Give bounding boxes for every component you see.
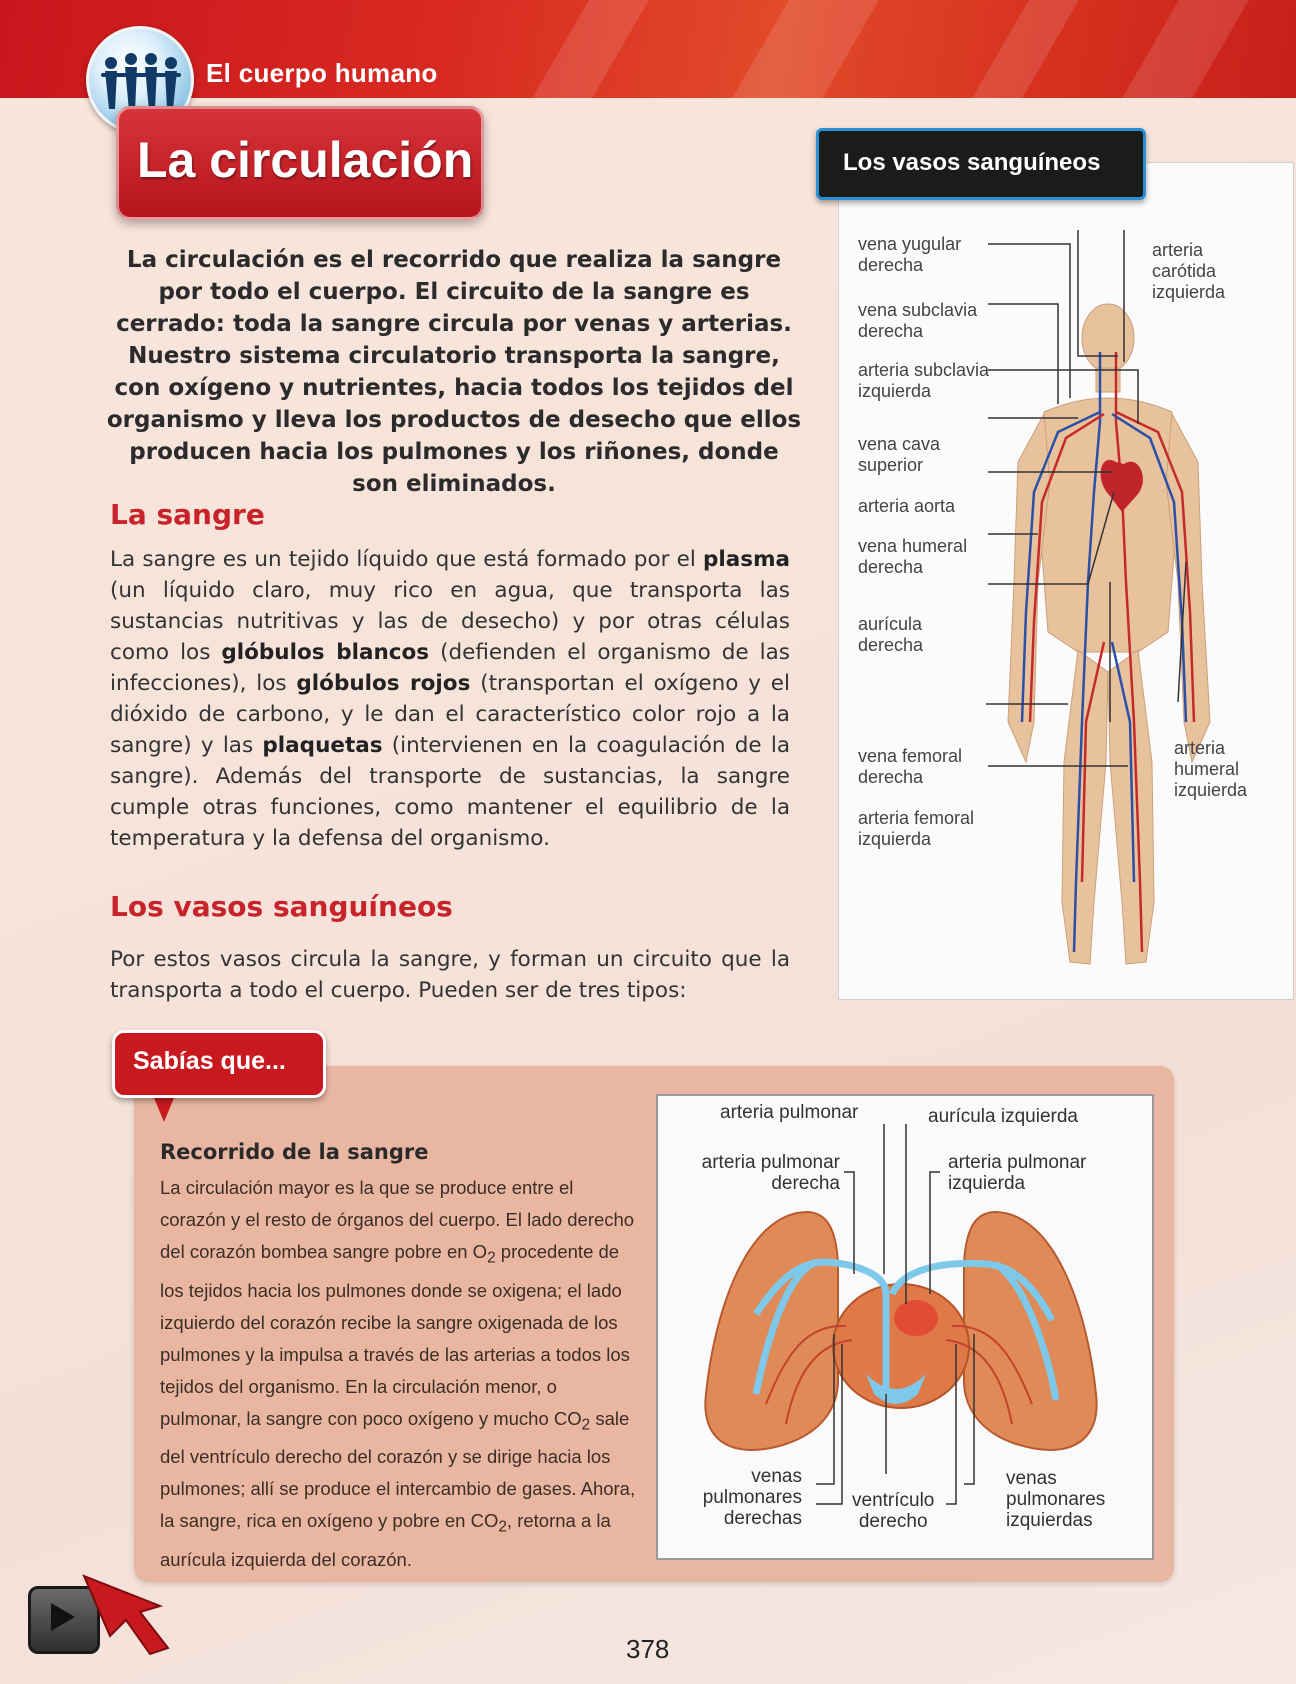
recorrido-text-part: sale del ventrículo derecho del corazón y se dirige hacia los pulmones; allí se produce el intercambio de gases. Ahora, la sangre, rica en oxígeno y pobre en CO	[160, 1407, 636, 1532]
vasos-paragraph: Por estos vasos circula la sangre, y forman un circuito que la transporta a todo el cuerpo. Pueden ser de tres tipos:	[110, 947, 790, 1003]
body-diagram-title: Los vasos sanguíneos	[843, 149, 1101, 176]
label-line: vena humeral	[858, 536, 968, 556]
label-line: izquierda	[858, 829, 932, 849]
page-title: La circulación	[137, 132, 474, 188]
page-title-box	[116, 106, 484, 220]
label-line: derecha	[858, 557, 924, 577]
label-line: derecho	[858, 1511, 928, 1532]
label-line: derecha	[771, 1173, 840, 1194]
subscript: 2	[581, 1416, 591, 1434]
label-vena-femoral-derecha	[858, 746, 962, 788]
label-line: arteria	[1174, 738, 1226, 758]
sangre-text: (transportan el oxígeno y el dióxido de carbono, y le dan el característico color rojo a la sangre) y las	[110, 671, 790, 758]
label-line: aurícula	[858, 614, 923, 634]
section-name: El cuerpo humano	[206, 58, 438, 88]
sangre-paragraph	[110, 544, 790, 854]
recorrido-text	[160, 1172, 636, 1576]
label-line: derecha	[858, 767, 924, 787]
label-vena-cava-superior	[858, 434, 940, 476]
label-line: arteria	[1152, 240, 1204, 260]
intro-paragraph: La circulación es el recorrido que realiza la sangre por todo el cuerpo. El circuito de la sangre es cerrado: toda la sangre circula por venas y arterias. Nuestro sistema circulatorio transporta la sangre, con oxígeno y nutrientes, hacia todos los tejidos del organismo y lleva los productos de desecho que ellos producen hacia los pulmones y los riñones, donde son eliminados.	[106, 247, 802, 497]
label-line: arteria pulmonar	[701, 1152, 840, 1173]
sabias-que-label: Sabías que...	[133, 1047, 286, 1075]
sangre-text: (intervienen en la coagulación de la sangre). Además del transporte de sustancias, la sangre cumple otras funciones, como mantener el equilibrio de la temperatura y la defensa del organismo.	[110, 733, 790, 851]
label-line: derechas	[723, 1508, 802, 1529]
recorrido-text-part: procedente de los tejidos hacia los pulmones donde se oxigena; el lado izquierdo del corazón recibe la sangre oxigenada de los pulmones y la impulsa a través de las arterias a todos los tejidos del organismo. En la circulación menor, o pulmonar, la sangre con poco oxígeno y mucho CO	[160, 1241, 630, 1429]
label-line: ventrículo	[852, 1490, 935, 1511]
label-auricula-izquierda: aurícula izquierda	[928, 1106, 1078, 1127]
sabias-que-tab	[112, 1030, 326, 1098]
label-line: vena yugular	[858, 234, 962, 254]
label-line: arteria pulmonar	[948, 1152, 1087, 1173]
label-line: derecha	[858, 635, 924, 655]
label-line: humeral	[1174, 759, 1240, 779]
term-globulos-rojos: glóbulos rojos	[296, 671, 471, 696]
label-venas-pulmonares-izquierdas	[1006, 1468, 1105, 1531]
header-bar	[0, 0, 1296, 98]
label-arteria-pulmonar: arteria pulmonar	[720, 1102, 859, 1123]
label-line: vena cava	[858, 434, 941, 454]
label-vena-yugular-derecha	[858, 234, 961, 276]
term-plaquetas: plaquetas	[262, 733, 383, 758]
label-line: carótida	[1152, 261, 1217, 281]
vasos-heading: Los vasos sanguíneos	[110, 890, 453, 923]
label-line: izquierda	[1152, 282, 1226, 302]
recorrido-text-part: La circulación mayor es la que se produce entre el corazón y el resto de órganos del cuerpo. El lado derecho del corazón bombea sangre pobre en O	[160, 1177, 635, 1262]
label-line: arteria femoral	[858, 808, 975, 828]
label-line: vena subclavia	[858, 300, 978, 320]
label-arteria-humeral-izquierda	[1174, 738, 1247, 801]
label-arteria-aorta	[858, 496, 955, 517]
sangre-heading: La sangre	[110, 498, 265, 531]
label-line: derecha	[858, 321, 924, 341]
label-line: derecha	[858, 255, 924, 275]
label-auricula-derecha	[858, 614, 923, 656]
label-line: izquierdas	[1006, 1510, 1093, 1531]
page-number: 378	[626, 1634, 670, 1664]
label-vena-humeral-derecha	[858, 536, 967, 578]
subscript: 2	[487, 1249, 496, 1267]
label-line: arteria aorta	[858, 496, 956, 516]
label-ap-derecha	[688, 1152, 840, 1194]
recorrido-text-part: , retorna a la aurícula izquierda del corazón.	[160, 1510, 611, 1571]
label-line: izquierda	[948, 1173, 1026, 1194]
recorrido-title: Recorrido de la sangre	[160, 1140, 429, 1164]
sangre-text: La sangre es un tejido líquido que está formado por el	[110, 547, 704, 572]
sangre-text: (defienden el organismo de las infecciones), los	[110, 640, 790, 696]
label-arteria-femoral-izquierda	[858, 808, 974, 850]
label-line: izquierda	[858, 381, 932, 401]
body-diagram-tab	[816, 128, 1146, 200]
label-vena-subclavia-derecha	[858, 300, 977, 342]
term-plasma: plasma	[703, 547, 790, 572]
term-globulos-blancos: glóbulos blancos	[221, 640, 430, 665]
label-ventriculo-derecho	[852, 1490, 934, 1532]
label-line: venas	[1006, 1468, 1057, 1489]
label-line: arteria subclavia	[858, 360, 990, 380]
label-line: vena femoral	[858, 746, 963, 766]
subscript: 2	[498, 1519, 507, 1537]
label-ap-izquierda	[948, 1152, 1086, 1194]
arrow-decoration-icon	[80, 1566, 176, 1656]
label-line: superior	[858, 455, 924, 475]
label-line: izquierda	[1174, 780, 1248, 800]
label-arteria-carotida-izquierda	[1152, 240, 1225, 303]
label-venas-pulmonares-derechas	[686, 1466, 802, 1529]
label-arteria-subclavia-izquierda	[858, 360, 989, 402]
sangre-text: (un líquido claro, muy rico en agua, que transporta las sustancias nutritivas y las de desecho) y por otras células como los	[110, 578, 790, 665]
label-line: pulmonares	[702, 1487, 802, 1508]
label-line: pulmonares	[1006, 1489, 1106, 1510]
label-line: venas	[751, 1466, 802, 1487]
